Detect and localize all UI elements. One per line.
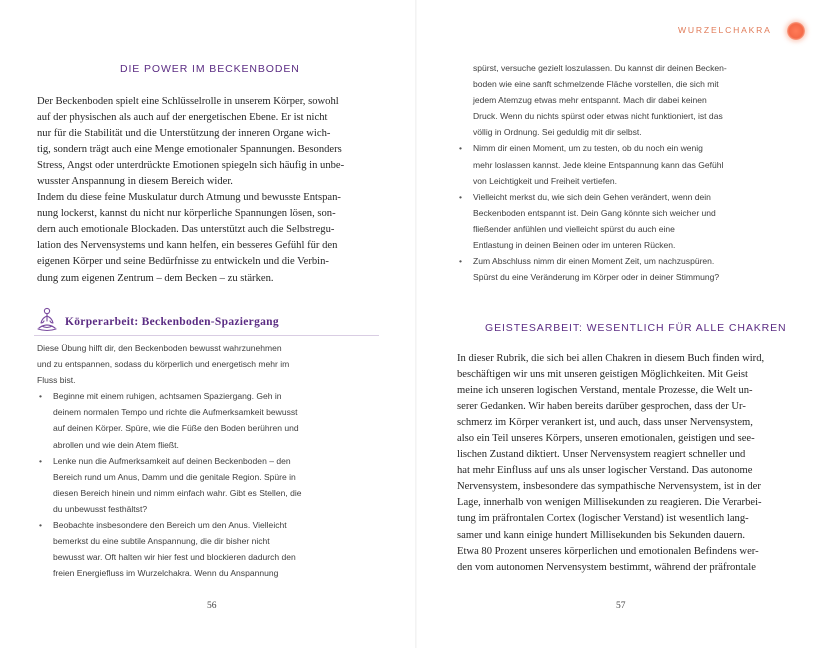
text-line: auf der physischen als auch auf der energetischen Ebene. Er ist nicht [37,112,328,124]
text-line: In dieser Rubrik, die sich bei allen Chakren in diesem Buch finden wird, [457,353,765,364]
geistesarbeit-body [457,351,794,576]
text-line: • Vielleicht merkst du, wie sich dein Gehen verändert, wenn dein [473,191,711,202]
text-line: meine ich unseren logischen Verstand, mentale Prozesse, die Welt un- [457,385,753,397]
list-item [457,140,792,188]
text-line: dung zum eigenen Zentrum – dem Becken – zu stärken. [37,272,274,284]
text-line: Entlastung in deinen Beinen oder im unteren Rücken. [473,240,676,251]
text-line: Indem du diese feine Muskulatur durch Atmung und bewusste Entspan- [37,192,341,204]
text-line: dern auch emotionale Blockaden. Das unterstützt auch die Selbstregu- [37,224,335,236]
text-line: bemerkst du eine subtile Anspannung, die dir bisher nicht [53,536,270,547]
text-line: • Zum Abschluss nimm dir einen Moment Zeit, um nachzuspüren. [473,256,715,267]
text-line: nung lockerst, kannst du nicht nur körperliche Spannungen lösen, son- [37,208,336,220]
text-line: samer und kann einige hundert Millisekunden bis Sekunden dauern. [457,529,746,541]
text-line: • Beginne mit einem ruhigen, achtsamen Spaziergang. Geh in [53,391,282,402]
page-number-right: 57 [616,601,626,611]
list-item [37,453,387,517]
text-line: beschäftigen wir uns mit unseren geistigen Möglichkeiten. Mit Geist [457,369,748,381]
text-line: bewusst war. Oft halten wir hier fest und blockieren dadurch den [53,552,296,563]
text-line: boden wie eine sanft schmelzende Fläche vorstellen, die sich mit [473,79,719,90]
text-line: völlig in Ordnung. Sei geduldig mit dir selbst. [473,127,642,138]
text-line: Fluss bist. [37,375,76,386]
exercise-title: Körperarbeit: Beckenboden-Spaziergang [65,316,279,328]
text-line: mehr loslassen kannst. Jede kleine Entspannung kann das Gefühl [473,159,724,170]
section-heading-geistesarbeit: GEISTESARBEIT: WESENTLICH FÜR ALLE CHAKREN [485,322,787,334]
page-number-left: 56 [207,601,217,611]
text-line: • Nimm dir einen Moment, um zu testen, ob du noch ein wenig [473,143,703,154]
text-line: den vom autonomen Nervensystem bestimmt, während der präfrontale [457,561,756,573]
meditation-figure-icon [34,306,60,334]
text-line: • Beobachte insbesondere den Bereich um den Anus. Vielleicht [53,520,287,531]
exercise-body [37,340,387,581]
text-line: auf deinen Körper. Spüre, wie die Füße den Boden berühren und [53,423,299,434]
chapter-label: WURZELCHAKRA [678,25,772,35]
text-line: Der Beckenboden spielt eine Schlüsselrolle in unserem Körper, sowohl [37,96,339,107]
text-line: du unbewusst festhältst? [53,503,148,514]
exercise-steps-list-continued [457,140,792,285]
text-line: Diese Übung hilft dir, den Beckenboden bewusst wahrzunehmen [37,343,282,353]
exercise-continuation [457,60,792,285]
text-line: fließender anfühlen und vielleicht spürst du auch eine [473,223,675,234]
list-item [457,189,792,253]
section-heading-beckenboden: DIE POWER IM BECKENBODEN [120,63,300,75]
list-item [37,517,387,581]
text-line: hat mehr Einfluss auf uns als unser logischer Verstand. Das autonome [457,465,753,477]
text-line: also ein Teil unseres Körpers, unseren emotionalen, geistigen und see- [457,433,755,445]
text-line: • Lenke nun die Aufmerksamkeit auf deinen Beckenboden – den [53,455,291,466]
list-item [37,388,387,452]
text-line: jedem Atemzug etwas mehr entspannt. Mach dir dabei keinen [473,95,707,106]
text-line: Bereich rund um Anus, Damm und die genitale Region. Spüre in [53,471,296,482]
text-line: Spürst du eine Veränderung im Körper oder in deiner Stimmung? [473,272,720,283]
text-line: wusster Anspannung in diesem Bereich wider. [37,176,233,188]
text-line: lischen Zustand diktiert. Unser Nervensystem reagiert schneller und [457,449,746,461]
text-line: lation des Nervensystems und kann helfen, ein besseres Gefühl für den [37,240,338,252]
text-line: Beckenboden entspannt ist. Dein Gang könnte sich weicher und [473,207,716,218]
text-line: abrollen und wie dein Atem fließt. [53,439,179,450]
text-line: Stress, Angst oder unterdrückte Emotionen spiegeln sich häufig in unbe- [37,160,345,172]
text-line: und zu entspannen, sodass du körperlich und energetisch mehr im [37,359,290,370]
exercise-title-rule [34,335,379,336]
exercise-steps-list [37,388,387,581]
text-line: von Leichtigkeit und Freiheit vertiefen. [473,175,617,186]
text-line: spürst, versuche gezielt loszulassen. Du kannst dir deinen Becken- [473,63,727,73]
text-line: Druck. Wenn du nichts spürst oder etwas nicht funktioniert, ist das [473,111,723,122]
text-line: schmerz im Körper verankert ist, und auch, dass unser Nervensystem, [457,417,753,429]
text-line: deinem normalen Tempo und richte die Aufmerksamkeit bewusst [53,407,298,418]
text-line: serer Gedanken. Wir haben bereits darüber gesprochen, dass der Ur- [457,401,746,413]
text-line: nur für die Stabilität und die Unterstützung der inneren Organe wich- [37,128,331,140]
text-line: Lage, innerhalb von wenigen Millisekunden zu reagieren. Die Verarbei- [457,497,762,509]
intro-paragraphs [37,94,380,287]
root-chakra-dot-icon [787,22,805,40]
text-line: tig, sondern trägt auch eine Menge emotionaler Spannungen. Besonders [37,144,342,156]
text-line: freien Energiefluss im Wurzelchakra. Wenn du Anspannung [53,568,279,579]
text-line: Etwa 80 Prozent unseres körperlichen und emotionalen Befindens wer- [457,545,759,557]
list-item [457,253,792,285]
text-line: Nervensystem, insbesondere das sympathische Nervensystem, ist in der [457,481,761,493]
text-line: diesen Bereich hinein und nimm einfach wahr. Gibt es Stellen, die [53,487,302,498]
text-line: eigenen Körper und seine Bedürfnisse zu entwickeln und die Verbin- [37,256,329,268]
text-line: tung im präfrontalen Cortex (logischer Verstand) ist wesentlich lang- [457,513,749,525]
